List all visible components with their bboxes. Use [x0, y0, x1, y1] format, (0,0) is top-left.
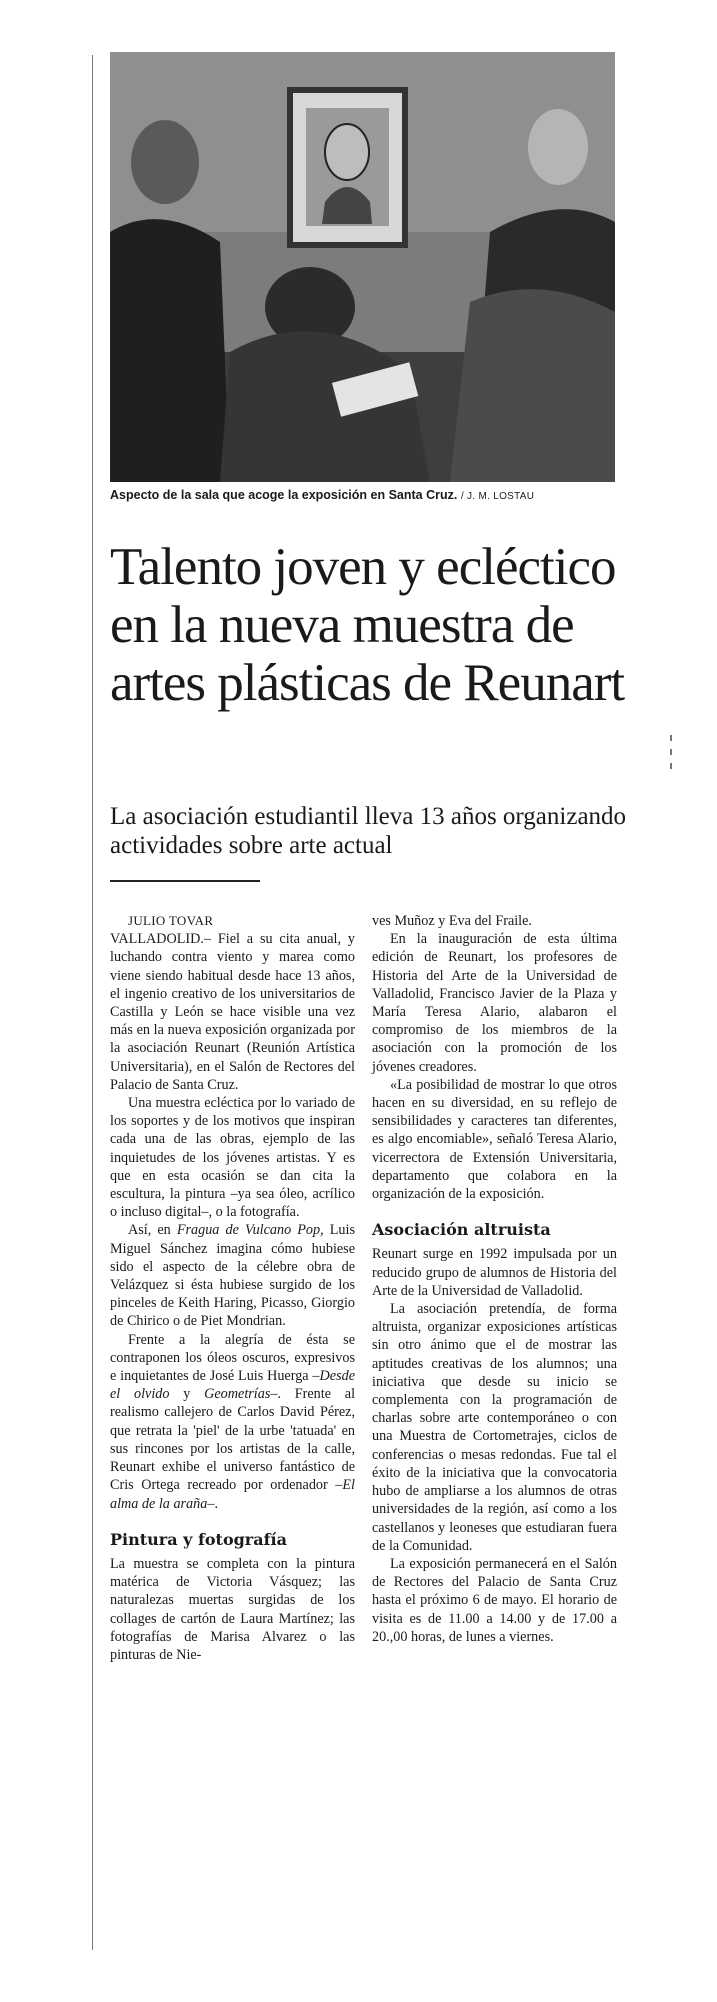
- paragraph: Frente a la alegría de ésta se contraponen los óleos oscuros, expresivos e inquietantes de José Luis Huerga –Desde el olvido y Geometrías–. Frente al realismo callejero de Carlos David Pérez, que retrata la 'piel' de la urbe 'tatuada' en sus rincones por los artistas de la calle, Reunart exhibe el universo fantástico de Cris Ortega recreado por ordenador –El alma de la araña–.: [110, 1331, 356, 1512]
- exhibition-photo: [110, 52, 615, 482]
- article-column-left: [110, 912, 355, 1664]
- subheadline: La asociación estudiantil lleva 13 años organizando actividades sobre arte actual: [110, 803, 627, 859]
- paragraph: VALLADOLID.– Fiel a su cita anual, y luchando contra viento y marea como viene siendo habitual desde hace 13 años, el ingenio creativo de los universitarios de Castilla y León se hace visible una vez más en la nueva exposición organizada por la asociación Reunart (Reunión Artística Universitaria), en el Salón de Rectores del Palacio de Santa Cruz.: [110, 931, 355, 1093]
- artwork-title: Desde el olvido: [110, 1368, 355, 1403]
- headline: Talento joven y ecléctico en la nueva muestra de artes plásticas de Reunart: [110, 538, 625, 712]
- artwork-title: El alma de la araña: [110, 1477, 355, 1512]
- article-column-right: [372, 912, 617, 1646]
- artwork-title: Geometrías: [204, 1386, 271, 1403]
- column-rule: [92, 55, 93, 1950]
- section-heading: Asociación altruista: [372, 1220, 551, 1240]
- paragraph: La muestra se completa con la pintura matérica de Victoria Vásquez; las naturalezas muertas surgidas de los collages de cartón de Laura Martínez; las fotografías de Marisa Alvarez o las pinturas de Nie-: [110, 1555, 355, 1663]
- paragraph: ves Muñoz y Eva del Fraile.: [372, 913, 532, 929]
- section-heading: Pintura y fotografía: [110, 1529, 287, 1549]
- paragraph: En la inauguración de esta última edición de Reunart, los profesores de Historia del Arte de la Universidad de Valladolid, Francisco Javier de la Plaza y María Teresa Alario, alabaron el compromiso de los miembros de la asociación con la promoción de los jóvenes creadores.: [372, 931, 617, 1075]
- paragraph: Reunart surge en 1992 impulsada por un reducido grupo de alumnos de Historia del Arte de la Universidad de Valladolid.: [372, 1246, 617, 1299]
- artwork-title: Fragua de Vulcano Pop: [176, 1222, 321, 1239]
- paragraph: Una muestra ecléctica por lo variado de los soportes y de los motivos que inspiran cada una de las obras, ejemplo de las inquietudes de los jóvenes artistas. Y es que en esta ocasión se dan cita la escultura, la pintura –ya sea óleo, acrílico o incluso digital–, o la fotografía.: [110, 1095, 355, 1221]
- scan-edge-marks: [668, 735, 674, 775]
- paragraph: «La posibilidad de mostrar lo que otros hacen en su diversidad, en su reflejo de sensibilidades y caracteres tan diferentes, es algo encomiable», señaló Teresa Alario, vicerrectora de Extensión Universitaria, departamento que colabora en la organización de la exposición.: [372, 1076, 617, 1203]
- photo-credit: / J. M. LOSTAU: [460, 491, 535, 502]
- paragraph: La exposición permanecerá en el Salón de Rectores del Palacio de Santa Cruz hasta el próximo 6 de mayo. El horario de visita es de 11.00 a 14.00 y de 17.00 a 20.,00 horas, de lunes a viernes.: [372, 1555, 617, 1645]
- caption-text: Aspecto de la sala que acoge la exposición en Santa Cruz.: [110, 488, 458, 502]
- paragraph: La asociación pretendía, de forma altruista, organizar exposiciones artísticas sin otro ánimo que el de mostrar las aptitudes creativas de los alumnos; una iniciativa que desde su inicio se complementa con la programación de charlas sobre arte contemporáneo o con una Muestra de Cortometrajes, ciclos de conferencias o mesas redondas. Fue tal el éxito de la iniciativa que la convocatoria hubo de ampliarse a los alumnos de otras universidades de la región, así como a los castellanos y leoneses que estudiaran fuera de la Comunidad.: [372, 1301, 617, 1554]
- photo-caption: [110, 488, 615, 502]
- paragraph: Así, en Fragua de Vulcano Pop, Luis Miguel Sánchez imagina cómo hubiese sido el aspecto de la célebre obra de Velázquez si ésta hubiese surgido de los pinceles de Keith Haring, Picasso, Giorgio de Chirico o de Piet Mondrian.: [110, 1222, 355, 1330]
- byline: JULIO TOVAR: [128, 913, 214, 928]
- subhead-rule: [110, 880, 260, 882]
